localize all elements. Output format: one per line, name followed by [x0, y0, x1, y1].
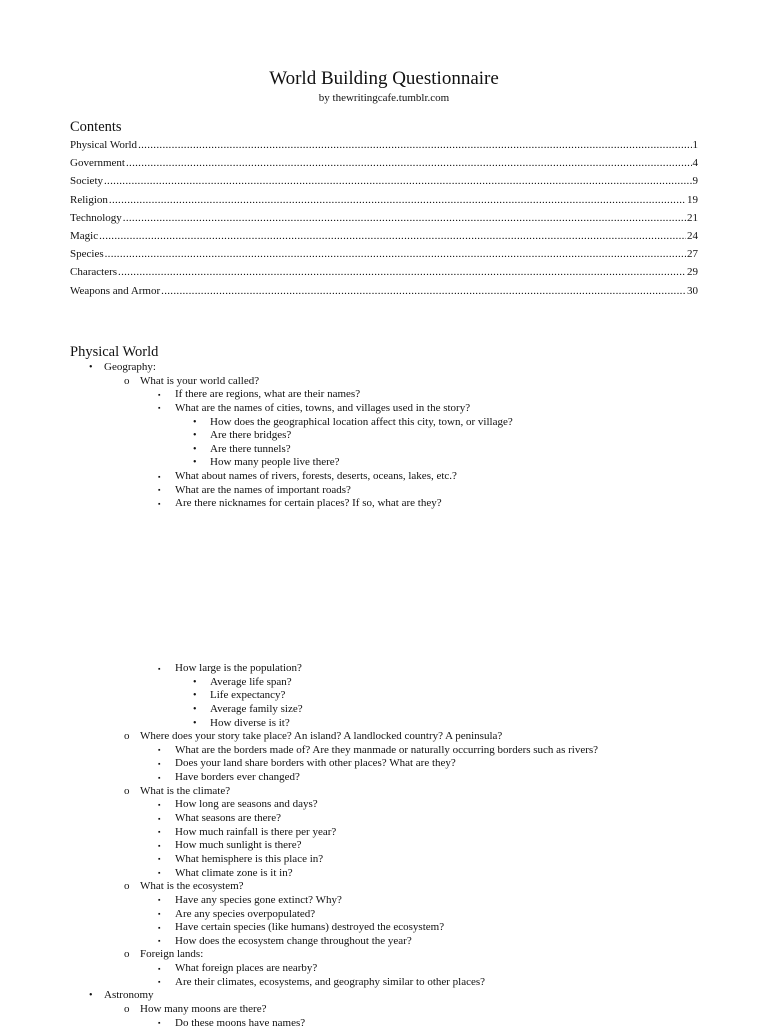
toc-page: 1 [692, 139, 698, 151]
bullet-square-icon: ▪ [158, 841, 161, 850]
toc-label: Religion [70, 193, 108, 206]
toc-entry-religion[interactable] [70, 194, 698, 212]
list-item [0, 1003, 768, 1017]
bullet-disc-icon: • [193, 443, 197, 455]
list-item-text: What are the names of cities, towns, and villages used in the story? [175, 401, 471, 414]
toc-leader [105, 248, 686, 260]
list-item-text: What is the climate? [140, 784, 231, 797]
bullet-square-icon: ▪ [158, 937, 161, 946]
list-item-text: Are there tunnels? [210, 442, 291, 455]
list-item-text: Have certain species (like humans) destroyed the ecosystem? [175, 921, 445, 934]
toc-page: 24 [687, 229, 698, 242]
list-item [0, 771, 768, 785]
bullet-circle-icon: o [124, 784, 130, 797]
list-item-text: What about names of rivers, forests, deserts, oceans, lakes, etc.? [175, 470, 457, 483]
list-item [0, 470, 768, 484]
list-item-text: Have borders ever changed? [175, 771, 300, 784]
toc-leader [118, 266, 686, 278]
bullet-disc-icon: • [193, 703, 197, 715]
toc-leader [138, 139, 691, 151]
list-item-text: How does the geographical location affect this city, town, or village? [210, 415, 513, 428]
document-byline: by thewritingcafe.tumblr.com [318, 92, 450, 104]
list-item-text: Have any species gone extinct? Why? [175, 893, 342, 906]
list-item [0, 826, 768, 840]
bullet-square-icon: ▪ [158, 923, 161, 932]
list-item-text: What foreign places are nearby? [175, 962, 318, 975]
bullet-square-icon: ▪ [158, 390, 161, 399]
list-item [0, 429, 768, 443]
bullet-disc-icon: • [193, 416, 197, 428]
list-item-text: Are their climates, ecosystems, and geography similar to other places? [175, 975, 486, 988]
bullet-square-icon: ▪ [158, 773, 161, 782]
bullet-square-icon: ▪ [158, 746, 161, 755]
toc-label: Society [70, 175, 103, 188]
list-item [0, 703, 768, 717]
list-item [0, 867, 768, 881]
list-item-text: Average life span? [210, 675, 292, 688]
list-item-text: Astronomy [104, 989, 154, 1002]
bullet-square-icon: ▪ [158, 869, 161, 878]
list-item-text: Average family size? [210, 702, 303, 715]
list-item [0, 456, 768, 470]
bullet-square-icon: ▪ [158, 1019, 161, 1028]
list-item-text: Foreign lands: [140, 948, 204, 961]
bullet-square-icon: ▪ [158, 472, 161, 481]
bullet-circle-icon: o [124, 1003, 130, 1016]
toc-entry-weapons-and-armor[interactable] [70, 285, 698, 303]
list-item-text: What is the ecosystem? [140, 880, 244, 893]
list-item-text: How much sunlight is there? [175, 839, 302, 852]
list-item [0, 798, 768, 812]
list-item [0, 375, 768, 389]
toc-entry-physical-world[interactable] [70, 139, 698, 157]
bullet-circle-icon: o [124, 730, 130, 743]
list-item-text: How many people live there? [210, 456, 340, 469]
bullet-square-icon: ▪ [158, 800, 161, 809]
list-item [0, 935, 768, 949]
toc-leader [126, 157, 692, 169]
bullet-disc-icon: • [193, 430, 197, 442]
toc-entry-government[interactable] [70, 157, 698, 175]
list-item [0, 402, 768, 416]
list-item-text: Are any species overpopulated? [175, 907, 316, 920]
bullet-square-icon: ▪ [158, 855, 161, 864]
list-item [0, 976, 768, 990]
list-item-text: Do these moons have names? [175, 1016, 306, 1029]
bullet-square-icon: ▪ [158, 828, 161, 837]
list-item-text: Does your land share borders with other places? What are they? [175, 757, 456, 770]
bullet-disc-icon: • [193, 457, 197, 469]
toc-page: 30 [687, 284, 698, 297]
list-item-text: If there are regions, what are their names? [175, 388, 361, 401]
bullet-circle-icon: o [124, 948, 130, 961]
list-item [0, 361, 768, 375]
list-item [0, 416, 768, 430]
list-item-text: Are there bridges? [210, 429, 292, 442]
list-item [0, 388, 768, 402]
list-item-text: What is your world called? [140, 374, 260, 387]
list-item-text: Life expectancy? [210, 689, 286, 702]
list-item-text: How many moons are there? [140, 1003, 267, 1016]
toc-entry-species[interactable] [70, 248, 698, 266]
bullet-square-icon: ▪ [158, 910, 161, 919]
list-item [0, 1017, 768, 1031]
toc-page: 27 [687, 248, 698, 261]
list-item-text: How much rainfall is there per year? [175, 825, 337, 838]
bullet-square-icon: ▪ [158, 896, 161, 905]
toc-leader [104, 175, 692, 187]
bullet-circle-icon: o [124, 374, 130, 387]
bullet-square-icon: ▪ [158, 964, 161, 973]
toc-label: Magic [70, 229, 99, 242]
list-item-text: What hemisphere is this place in? [175, 852, 324, 865]
list-item-text: What are the borders made of? Are they manmade or naturally occurring borders such as rivers? [175, 743, 599, 756]
list-item-text: How long are seasons and days? [175, 798, 318, 811]
list-item [0, 853, 768, 867]
list-item-text: How diverse is it? [210, 716, 290, 729]
bullet-disc-icon: • [193, 676, 197, 688]
toc-label: Weapons and Armor [70, 284, 161, 297]
toc-label: Physical World [70, 139, 138, 151]
toc-label: Government [70, 157, 125, 170]
toc-page: 19 [687, 193, 698, 206]
bullet-square-icon: ▪ [158, 486, 161, 495]
toc-page: 4 [692, 157, 698, 170]
toc-label: Technology [70, 211, 122, 224]
toc-label: Species [70, 248, 104, 261]
toc-page: 21 [687, 211, 698, 224]
list-item [0, 880, 768, 894]
toc-entry-society[interactable] [70, 175, 698, 193]
bullet-disc-icon: • [193, 690, 197, 702]
list-item [0, 785, 768, 799]
bullet-square-icon: ▪ [158, 978, 161, 987]
toc-leader [99, 230, 686, 242]
table-of-contents [70, 139, 698, 303]
toc-page: 9 [692, 175, 698, 188]
bullet-circle-icon: o [124, 880, 130, 893]
toc-leader [109, 194, 686, 206]
list-item-text: How does the ecosystem change throughout the year? [175, 934, 412, 947]
toc-page: 29 [687, 266, 698, 279]
bullet-disc-icon: • [89, 990, 93, 1002]
list-item [0, 921, 768, 935]
list-item [0, 908, 768, 922]
bullet-square-icon: ▪ [158, 759, 161, 768]
list-item [0, 894, 768, 908]
outline-block [0, 361, 768, 511]
document-title: World Building Questionnaire [269, 68, 499, 89]
list-item [0, 689, 768, 703]
contents-heading: Contents [70, 119, 122, 135]
list-item [0, 948, 768, 962]
toc-label: Characters [70, 266, 118, 279]
list-item-text: What seasons are there? [175, 812, 281, 825]
list-item-text: Where does your story take place? An island? A landlocked country? A peninsula? [140, 730, 503, 743]
bullet-square-icon: ▪ [158, 814, 161, 823]
list-item [0, 662, 768, 676]
list-item-text: Are there nicknames for certain places? If so, what are they? [175, 497, 442, 510]
bullet-square-icon: ▪ [158, 499, 161, 508]
bullet-disc-icon: • [89, 362, 93, 373]
list-item-text: What are the names of important roads? [175, 483, 351, 496]
list-item-text: Geography: [104, 361, 156, 373]
bullet-square-icon: ▪ [158, 404, 161, 413]
list-item [0, 730, 768, 744]
list-item-text: What climate zone is it in? [175, 866, 293, 879]
list-item [0, 744, 768, 758]
list-item [0, 989, 768, 1003]
list-item [0, 962, 768, 976]
list-item [0, 839, 768, 853]
bullet-square-icon: ▪ [158, 664, 161, 673]
bullet-disc-icon: • [193, 717, 197, 729]
toc-leader [161, 285, 686, 297]
list-item [0, 757, 768, 771]
list-item [0, 497, 768, 511]
toc-leader [123, 212, 686, 224]
list-item [0, 443, 768, 457]
list-item [0, 676, 768, 690]
list-item [0, 812, 768, 826]
toc-entry-characters[interactable] [70, 266, 698, 284]
list-item-text: How large is the population? [175, 662, 302, 674]
toc-entry-magic[interactable] [70, 230, 698, 248]
list-item [0, 484, 768, 498]
toc-entry-technology[interactable] [70, 212, 698, 230]
list-item [0, 717, 768, 731]
outline-block [0, 662, 768, 1030]
section-heading-physical-world: Physical World [70, 344, 159, 360]
